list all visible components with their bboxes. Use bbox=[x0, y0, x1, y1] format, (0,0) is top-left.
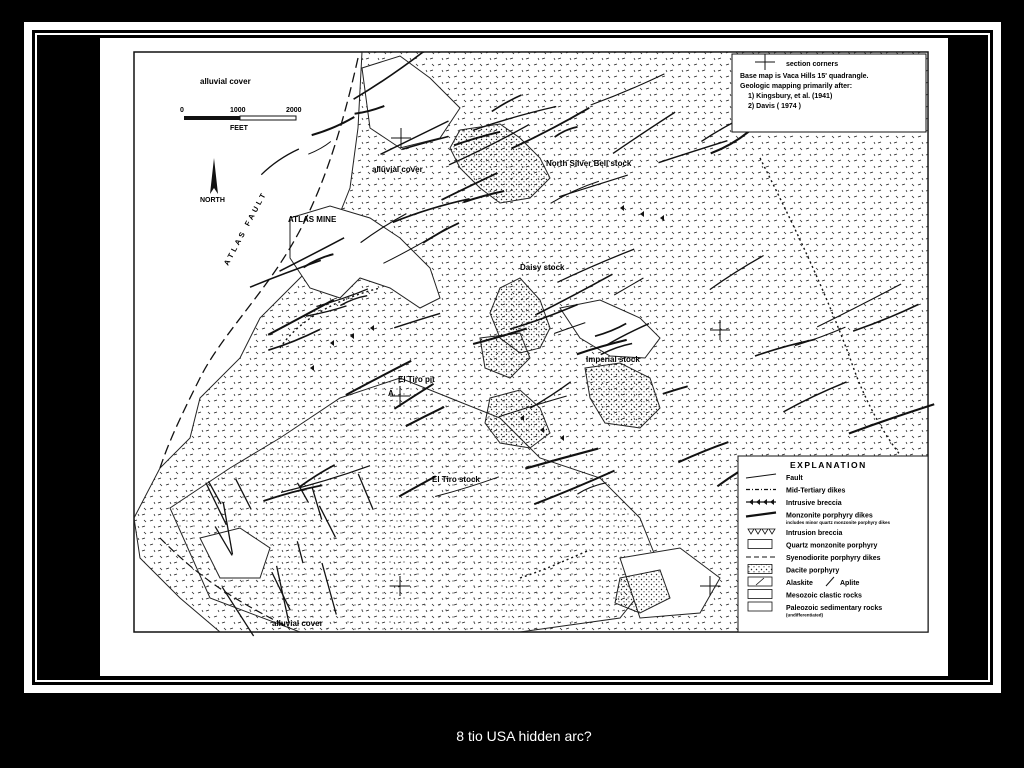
label-alluvial-cover-bottom: alluvial cover bbox=[272, 619, 323, 628]
scale-tick-2000: 2000 bbox=[286, 107, 302, 114]
scale-tick-0: 0 bbox=[180, 107, 184, 114]
info-line-4: 2) Davis ( 1974 ) bbox=[748, 103, 801, 110]
dike-line bbox=[261, 149, 299, 175]
info-line-3: 1) Kingsbury, et al. (1941) bbox=[748, 93, 833, 100]
scale-unit: FEET bbox=[230, 125, 248, 132]
label-daisy-stock: Daisy stock bbox=[520, 263, 565, 272]
north-arrow bbox=[200, 158, 225, 204]
legend-label: Intrusive breccia bbox=[786, 500, 842, 507]
label-imperial-stock: Imperial stock bbox=[586, 355, 640, 364]
legend-item bbox=[786, 520, 891, 525]
legend-label: Dacite porphyry bbox=[786, 567, 840, 575]
north-label: NORTH bbox=[200, 197, 225, 204]
legend-label: Paleozoic sedimentary rocks bbox=[786, 605, 883, 612]
info-line-1: Base map is Vaca Hills 15' quadrangle. bbox=[740, 73, 869, 80]
legend-label: Quartz monzonite porphyry bbox=[786, 542, 878, 550]
legend-label: Intrusion breccia bbox=[786, 530, 843, 537]
legend-label: Aplite bbox=[840, 580, 860, 587]
label-el-tiro-pit: El Tiro pit bbox=[398, 375, 435, 384]
dike-line bbox=[312, 117, 355, 135]
label-atlas-fault: ATLAS FAULT bbox=[221, 189, 269, 267]
slide-caption: 8 tio USA hidden arc? bbox=[456, 728, 592, 744]
legend-label: Mesozoic clastic rocks bbox=[786, 592, 862, 600]
geologic-map-drawing bbox=[100, 38, 948, 676]
label-alluvial-cover-top: alluvial cover bbox=[200, 77, 251, 86]
scale-tick-1000: 1000 bbox=[230, 107, 246, 114]
label-el-tiro-stock: El Tiro stock bbox=[432, 475, 480, 484]
label-point-a: A bbox=[388, 389, 394, 398]
geologic-map bbox=[100, 38, 948, 676]
label-atlas-mine: ATLAS MINE bbox=[288, 215, 337, 224]
legend-item bbox=[786, 613, 823, 618]
info-line-2: Geologic mapping primarily after: bbox=[740, 83, 853, 90]
legend-label: Alaskite bbox=[786, 580, 813, 587]
explanation-legend bbox=[738, 456, 928, 632]
legend-label: Fault bbox=[786, 475, 803, 482]
legend-label: (undifferentiated) bbox=[786, 612, 823, 618]
label-alluvial-cover-mid: alluvial cover bbox=[372, 165, 423, 174]
scale-bar bbox=[180, 107, 302, 132]
legend-label: includes minor quartz monzonite porphyry dikes bbox=[786, 520, 891, 525]
legend-label: Syenodiorite porphyry dikes bbox=[786, 555, 881, 562]
dike-line bbox=[308, 142, 331, 155]
legend-label: Mid-Tertiary dikes bbox=[786, 487, 846, 495]
legend-label: Monzonite porphyry dikes bbox=[786, 512, 873, 520]
map-info-box bbox=[732, 54, 926, 132]
label-north-silver-bell-stock: North Silver Bell stock bbox=[546, 159, 632, 168]
section-corners-label: section corners bbox=[786, 61, 839, 68]
explanation-title: EXPLANATION bbox=[790, 460, 867, 470]
